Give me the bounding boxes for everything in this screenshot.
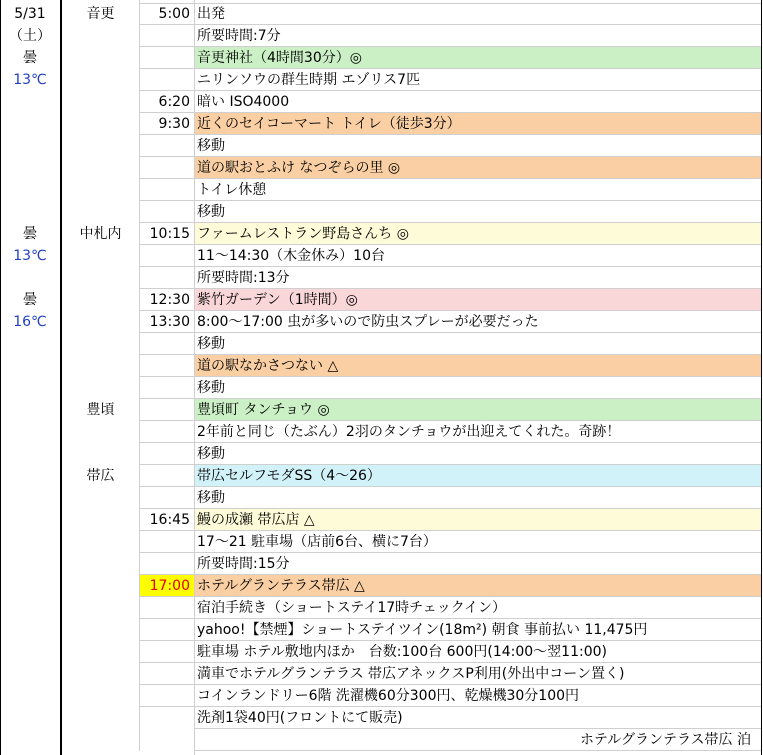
row-divider <box>140 684 761 685</box>
activity-cell: 2年前と同じ（たぶん）2羽のタンチョウが出迎えてくれた。奇跡！ <box>197 424 621 440</box>
row-divider <box>140 398 761 399</box>
itinerary-row <box>0 487 761 509</box>
itinerary-row <box>0 531 761 553</box>
row-divider <box>140 662 761 663</box>
row-divider <box>140 442 761 443</box>
itinerary-row <box>0 465 761 487</box>
activity-cell: 8:00～17:00 虫が多いので防虫スプレーが必要だった <box>197 314 539 330</box>
row-divider <box>140 288 761 289</box>
itinerary-row <box>0 619 761 641</box>
activity-cell: 11～14:30（木金休み）10台 <box>197 248 385 264</box>
itinerary-row <box>0 157 761 179</box>
itinerary-row <box>0 3 761 25</box>
time-cell: 5:00 <box>158 6 190 22</box>
itinerary-row <box>0 399 761 421</box>
activity-cell: トイレ休憩 <box>197 182 267 198</box>
row-divider <box>140 574 761 575</box>
place-cell: 音更 <box>86 6 115 22</box>
lodging-cell: ホテルグランテラス帯広 泊 <box>579 732 751 748</box>
row-divider <box>195 728 761 729</box>
activity-cell: 音更神社（4時間30分）◎ <box>195 47 761 69</box>
itinerary-row <box>0 179 761 201</box>
itinerary-row <box>0 421 761 443</box>
activity-cell: 道の駅なかさつない △ <box>195 355 761 377</box>
place-cell: 豊頃 <box>86 402 115 418</box>
row-divider <box>140 156 761 157</box>
activity-cell: 所要時間:15分 <box>197 556 290 572</box>
activity-cell: 紫竹ガーデン（1時間）◎ <box>195 289 761 311</box>
itinerary-row <box>0 91 761 113</box>
row-divider <box>140 618 761 619</box>
weather-cell: 13℃ <box>13 72 47 88</box>
activity-cell: 所要時間:7分 <box>197 28 281 44</box>
row-divider <box>140 24 761 25</box>
weather-cell: 16℃ <box>13 314 47 330</box>
row-divider <box>140 552 761 553</box>
row-divider <box>140 464 761 465</box>
itinerary-row <box>0 267 761 289</box>
row-divider <box>140 420 761 421</box>
row-divider <box>140 310 761 311</box>
itinerary-row <box>0 575 761 597</box>
activity-cell: コインランドリー6階 洗濯機60分300円、乾燥機30分100円 <box>197 688 580 704</box>
row-divider <box>140 332 761 333</box>
weather-cell: 5/31 <box>14 6 46 22</box>
itinerary-row <box>0 355 761 377</box>
itinerary-row <box>0 245 761 267</box>
itinerary-row <box>0 553 761 575</box>
activity-cell: 移動 <box>197 446 225 462</box>
itinerary-row <box>0 289 761 311</box>
itinerary-row <box>0 201 761 223</box>
activity-cell: 洗剤1袋40円(フロントにて販売) <box>197 710 403 726</box>
row-divider <box>140 640 761 641</box>
itinerary-row <box>0 443 761 465</box>
time-cell: 6:20 <box>158 94 190 110</box>
weather-cell: 13℃ <box>13 248 47 264</box>
activity-cell: 駐車場 ホテル敷地内ほか 台数:100台 600円(14:00～翌11:00) <box>197 644 607 660</box>
row-divider <box>195 750 761 751</box>
itinerary-row <box>0 135 761 157</box>
activity-cell: 移動 <box>197 138 225 154</box>
row-divider <box>140 112 761 113</box>
time-cell: 12:30 <box>149 292 190 308</box>
row-divider <box>140 266 761 267</box>
row-divider <box>140 486 761 487</box>
itinerary-row <box>0 223 761 245</box>
activity-cell: 所要時間:13分 <box>197 270 290 286</box>
activity-cell: ホテルグランテラス帯広 △ <box>195 575 761 597</box>
place-cell: 帯広 <box>86 468 115 484</box>
row-divider <box>140 222 761 223</box>
activity-cell: 近くのセイコーマート トイレ（徒歩3分） <box>195 113 761 135</box>
row-divider <box>140 200 761 201</box>
column-divider <box>761 0 762 755</box>
itinerary-row <box>0 509 761 531</box>
itinerary-row <box>0 685 761 707</box>
itinerary-row <box>0 25 761 47</box>
column-divider <box>0 0 1 755</box>
row-divider <box>140 46 761 47</box>
activity-cell: 移動 <box>197 204 225 220</box>
place-cell: 中札内 <box>79 226 122 242</box>
activity-cell: ニリンソウの群生時期 エゾリス7匹 <box>197 72 421 88</box>
row-divider <box>140 706 761 707</box>
activity-cell: 移動 <box>197 490 225 506</box>
itinerary-row <box>0 597 761 619</box>
column-divider <box>194 0 195 755</box>
activity-cell: 暗い ISO4000 <box>197 94 290 110</box>
activity-cell: 帯広セルフモダSS（4～26） <box>195 465 761 487</box>
itinerary-row <box>0 47 761 69</box>
row-divider <box>140 134 761 135</box>
weather-cell: 曇 <box>23 50 37 66</box>
itinerary-row <box>0 663 761 685</box>
weather-cell: 曇 <box>23 226 37 242</box>
activity-cell: 移動 <box>197 380 225 396</box>
row-divider <box>140 244 761 245</box>
itinerary-row <box>0 69 761 91</box>
itinerary-row <box>0 729 761 751</box>
activity-cell: 鰻の成瀬 帯広店 △ <box>195 509 761 531</box>
time-cell: 9:30 <box>158 116 190 132</box>
activity-cell: 出発 <box>197 6 225 22</box>
activity-cell: 宿泊手続き（ショートステイ17時チェックイン） <box>197 600 507 616</box>
itinerary-row <box>0 311 761 333</box>
activity-cell: 満車でホテルグランテラス 帯広アネックスP利用(外出中コーン置く) <box>197 666 625 682</box>
row-divider <box>140 90 761 91</box>
row-divider <box>140 596 761 597</box>
row-divider <box>140 3 761 4</box>
itinerary-row <box>0 377 761 399</box>
itinerary-row <box>0 113 761 135</box>
column-divider <box>139 0 140 751</box>
row-divider <box>140 68 761 69</box>
activity-cell: ファームレストラン野島さんち ◎ <box>195 223 761 245</box>
row-divider <box>140 376 761 377</box>
itinerary-row <box>0 333 761 355</box>
activity-cell: yahoo!【禁煙】ショートステイツイン(18m²) 朝食 事前払い 11,475円 <box>197 622 648 638</box>
activity-cell: 17～21 駐車場（店前6台、横に7台） <box>197 534 437 550</box>
row-divider <box>140 530 761 531</box>
row-divider <box>140 354 761 355</box>
weather-cell: 曇 <box>23 292 37 308</box>
itinerary-row <box>0 707 761 729</box>
column-divider <box>61 0 62 755</box>
activity-cell: 道の駅おとふけ なつぞらの里 ◎ <box>195 157 761 179</box>
time-cell: 17:00 <box>140 575 194 597</box>
weather-cell: （土） <box>9 28 51 44</box>
row-divider <box>140 178 761 179</box>
activity-cell: 豊頃町 タンチョウ ◎ <box>195 399 761 421</box>
itinerary-row <box>0 641 761 663</box>
time-cell: 10:15 <box>149 226 190 242</box>
time-cell: 13:30 <box>149 314 190 330</box>
row-divider <box>140 508 761 509</box>
activity-cell: 移動 <box>197 336 225 352</box>
time-cell: 16:45 <box>149 512 190 528</box>
